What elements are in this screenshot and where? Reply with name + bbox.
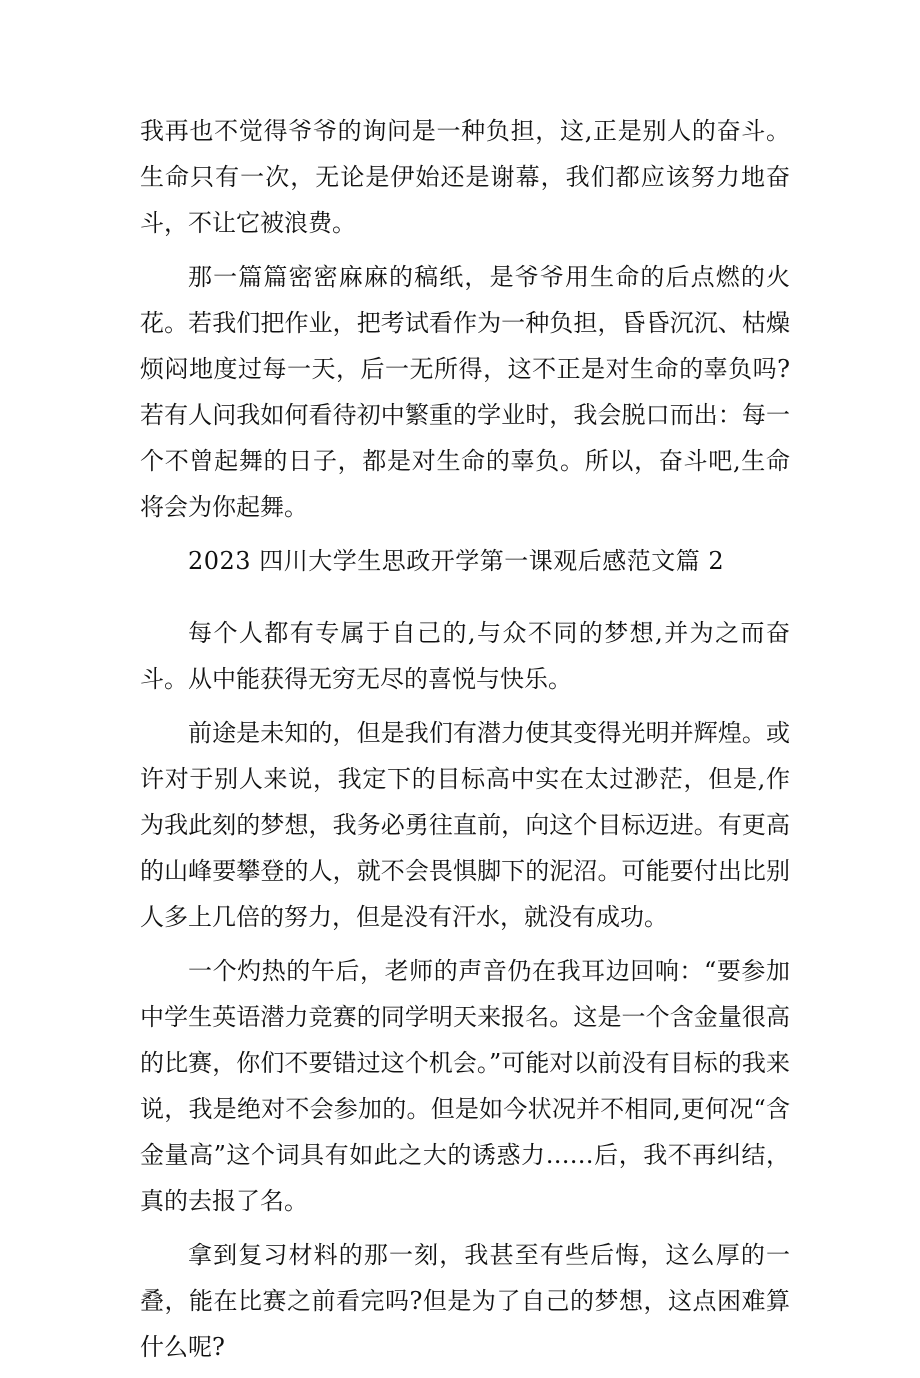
paragraph-dream: 每个人都有专属于自己的,与众不同的梦想,并为之而奋斗。从中能获得无穷无尽的喜悦与快乐。 <box>140 619 790 693</box>
paragraph-afternoon: 一个灼热的午后，老师的声音仍在我耳边回响：“要参加中学生英语潜力竞赛的同学明天来报名。这是一个含金量很高的比赛，你们不要错过这个机会。”可能对以前没有目标的我来说，我是绝对不会参加的。但是如今状况并不相同,更何况“含金量高”这个词具有如此之大的诱惑力……后，我不再纠结，真的去报了名。 <box>140 957 790 1215</box>
paragraph-manuscript: 那一篇篇密密麻麻的稿纸，是爷爷用生命的后点燃的火花。若我们把作业，把考试看作为一种负担，昏昏沉沉、枯燥烦闷地度过每一天，后一无所得，这不正是对生命的辜负吗?若有人问我如何看待初中繁重的学业时，我会脱口而出：每一个不曾起舞的日子，都是对生命的辜负。所以，奋斗吧,生命将会为你起舞。 <box>140 263 790 521</box>
section-heading: 2023 四川大学生思政开学第一课观后感范文篇 2 <box>188 547 725 575</box>
paragraph-future: 前途是未知的，但是我们有潜力使其变得光明并辉煌。或许对于别人来说，我定下的目标高中实在太过渺茫，但是,作为我此刻的梦想，我务必勇往直前，向这个目标迈进。有更高的山峰要攀登的人，就不会畏惧脚下的泥沼。可能要付出比别人多上几倍的努力，但是没有汗水，就没有成功。 <box>140 719 790 931</box>
paragraph-materials: 拿到复习材料的那一刻，我甚至有些后悔，这么厚的一叠，能在比赛之前看完吗?但是为了自己的梦想，这点困难算什么呢? <box>140 1241 790 1361</box>
document-body <box>140 108 790 1378</box>
paragraph-continued: 我再也不觉得爷爷的询问是一种负担，这,正是别人的奋斗。生命只有一次，无论是伊始还是谢幕，我们都应该努力地奋斗，不让它被浪费。 <box>140 117 790 237</box>
